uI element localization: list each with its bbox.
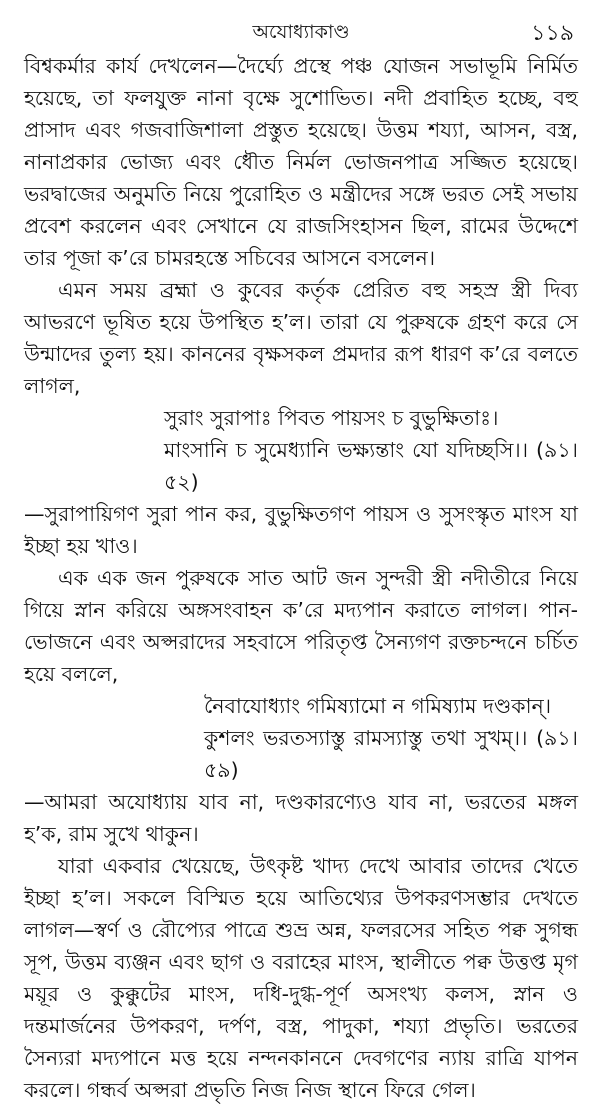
- paragraph-6: যারা একবার খেয়েছে, উৎকৃষ্ট খাদ্য দেখে আবার তাদের খেতে ইচ্ছা হ’ল। সকলে বিস্মিত হয়ে আতিথ্যের উপকরণসম্ভার দেখতে লাগল—স্বর্ণ ও রৌপ্যের পাত্রে শুভ্র অন্ন, ফলরসের সহিত পক্ব সুগন্ধ সূপ, উত্তম ব্যঞ্জন এবং ছাগ ও বরাহের মাংস, স্থালীতে পক্ব উত্তপ্ত মৃগ ময়ূর ও কুক্কুটের মাংস, দধি-দুগ্ধ-পূর্ণ অসংখ্য কলস, স্নান ও দন্তমার্জনের উপকরণ, দর্পণ, বস্ত্র, পাদুকা, শয্যা প্রভৃতি। ভরতের সৈন্যরা মদ্যপানে মত্ত হয়ে নন্দনকাননে দেবগণের ন্যায় রাত্রি যাপন করলে। গন্ধর্ব অপ্সরা প্রভৃতি নিজ নিজ স্থানে ফিরে গেল।: [24, 854, 578, 1102]
- verse-2-line-1: নৈবাযোধ্যাং গমিষ্যামো ন গমিষ্যাম দণ্ডকান্।: [204, 694, 552, 718]
- page-body: [24, 50, 578, 1106]
- verse-1-line-1: সুরাং সুরাপাঃ পিবত পায়সং চ বুভুক্ষিতাঃ।: [164, 406, 499, 430]
- paragraph-1: বিশ্বকর্মার কার্য দেখলেন—দৈর্ঘ্যে প্রস্থে পঞ্চ যোজন সভাভূমি নির্মিত হয়েছে, তা ফলযুক্ত নানা বৃক্ষে সুশোভিত। নদী প্রবাহিত হচ্ছে, বহু প্রাসাদ এবং গজবাজিশালা প্রস্তুত হয়েছে। উত্তম শয্যা, আসন, বস্ত্র, নানাপ্রকার ভোজ্য এবং ধৌত নির্মল ভোজনপাত্র সজ্জিত হয়েছে। ভরদ্বাজের অনুমতি নিয়ে পুরোহিত ও মন্ত্রীদের সঙ্গে ভরত সেই সভায় প্রবেশ করলেন এবং সেখানে যে রাজসিংহাসন ছিল, রামের উদ্দেশে তার পূজা ক’রে চামরহস্তে সচিবের আসনে বসলেন।: [24, 54, 578, 270]
- verse-1-line-2: মাংসানি চ সুমেধ্যানি ভক্ষ্যন্তাং যো যদিচ্ছসি।। (৯১।৫২): [164, 438, 578, 494]
- paragraph-2: এমন সময় ব্রহ্মা ও কুবের কর্তৃক প্রেরিত বহু সহস্র স্ত্রী দিব্য আভরণে ভূষিত হয়ে উপস্থিত হ’ল। তারা যে পুরুষকে গ্রহণ করে সে উন্মাদের তুল্য হয়। কাননের বৃক্ষসকল প্রমদার রূপ ধারণ ক’রে বলতে লাগল,: [24, 278, 578, 398]
- paragraph-3: —সুরাপায়িগণ সুরা পান কর, বুভুক্ষিতগণ পায়স ও সুসংস্কৃত মাংস যা ইচ্ছা হয় খাও।: [24, 502, 578, 558]
- running-title: অযোধ্যাকাণ্ড: [252, 21, 350, 43]
- verse-2-line-2: কুশলং ভরতস্যাস্তু রামস্যাস্তু তথা সুখম্।। (৯১।৫৯): [204, 726, 578, 782]
- page-number: ১১৯: [531, 21, 574, 46]
- paragraph-5: —আমরা অযোধ্যায় যাব না, দণ্ডকারণ্যেও যাব না, ভরতের মঙ্গল হ’ক, রাম সুখে থাকুন।: [24, 790, 578, 846]
- page-header: [24, 0, 578, 50]
- paragraph-4: এক এক জন পুরুষকে সাত আট জন সুন্দরী স্ত্রী নদীতীরে নিয়ে গিয়ে স্নান করিয়ে অঙ্গসংবাহন ক’রে মদ্যপান করাতে লাগল। পান-ভোজনে এবং অপ্সরাদের সহবাসে পরিতৃপ্ত সৈন্যগণ রক্তচন্দনে চর্চিত হয়ে বললে,: [24, 566, 578, 686]
